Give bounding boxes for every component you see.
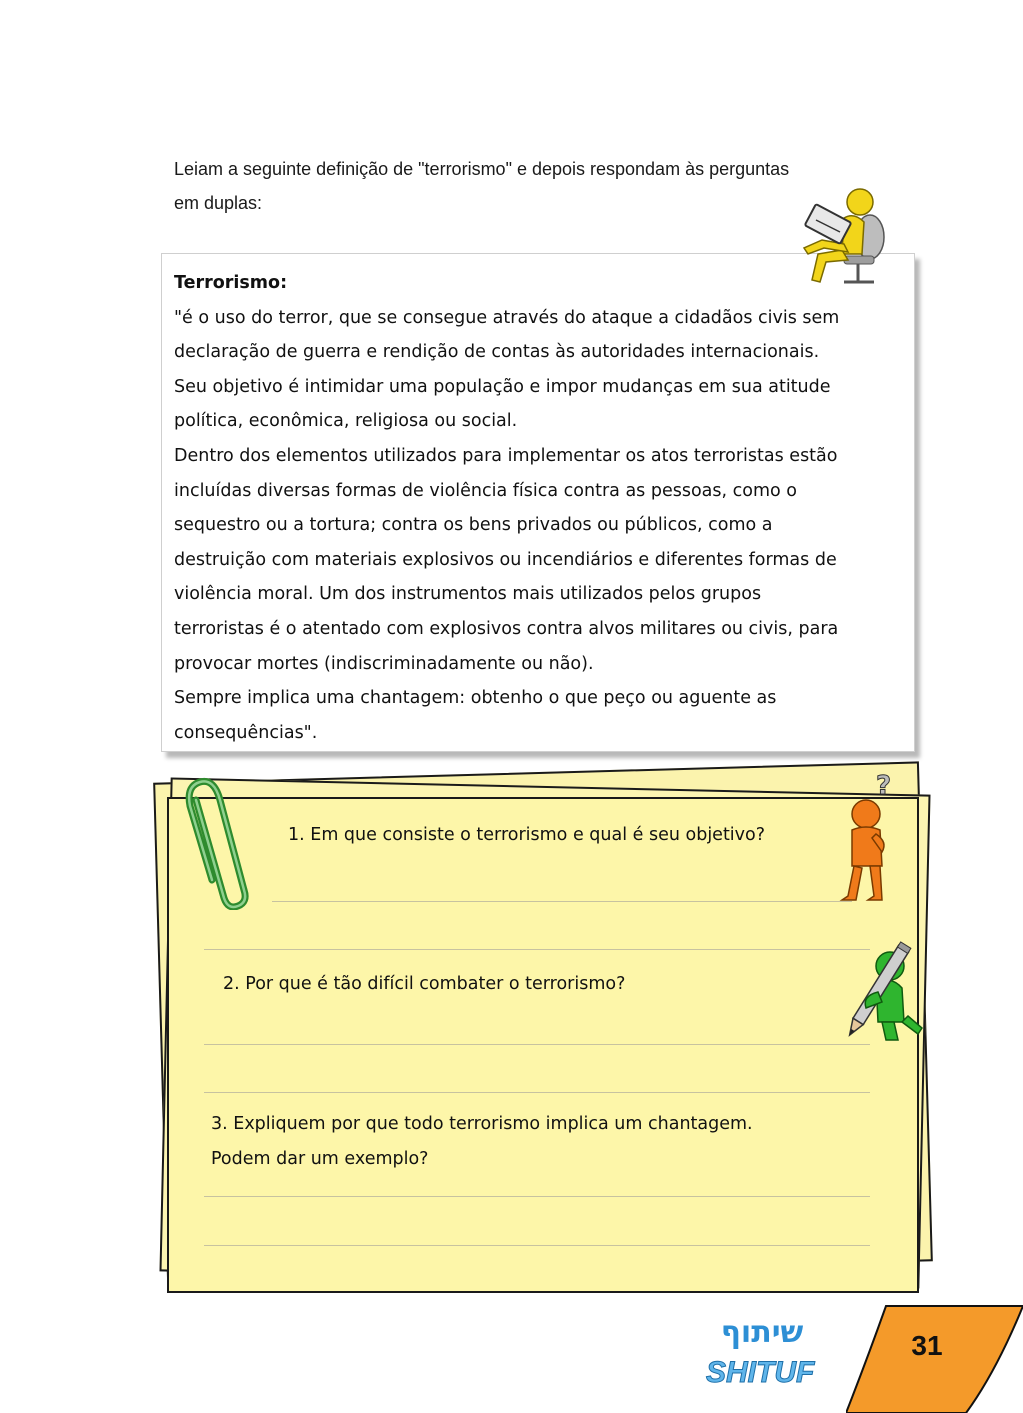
- question-2: 2. Por que é tão difícil combater o terrorismo?: [223, 974, 626, 994]
- thinking-figure-icon: [838, 768, 908, 908]
- intro-line-2: em duplas:: [174, 193, 263, 213]
- definition-box: [161, 253, 915, 752]
- definition-line: declaração de guerra e rendição de contas às autoridades internacionais.: [174, 342, 820, 363]
- paperclip-icon: [176, 770, 256, 910]
- definition-line: Dentro dos elementos utilizados para implementar os atos terroristas estão: [174, 445, 838, 466]
- svg-text:?: ?: [876, 771, 892, 801]
- reading-figure-icon: [782, 182, 892, 292]
- svg-text:שיתוף: שיתוף: [720, 1315, 804, 1350]
- answer-line[interactable]: [272, 901, 852, 902]
- intro-line-1: Leiam a seguinte definição de "terrorismo" e depois respondam às perguntas: [174, 159, 790, 179]
- definition-line: sequestro ou a tortura; contra os bens privados ou públicos, como a: [174, 515, 773, 536]
- definition-line: destruição com materiais explosivos ou incendiários e diferentes formas de: [174, 549, 837, 570]
- page-number: 31: [911, 1330, 943, 1361]
- definition-line: provocar mortes (indiscriminadamente ou não).: [174, 653, 594, 674]
- definition-line: política, econômica, religiosa ou social.: [174, 411, 518, 432]
- answer-line[interactable]: [204, 1092, 870, 1093]
- answer-line[interactable]: [204, 1245, 870, 1246]
- definition-line: consequências".: [174, 722, 318, 743]
- definition-paragraph-3: [174, 681, 914, 750]
- shituf-logo: [700, 1310, 825, 1390]
- definition-line: Sempre implica uma chantagem: obtenho o que peço ou aguente as: [174, 688, 777, 709]
- answer-line[interactable]: [204, 949, 870, 950]
- definition-paragraph-2: [174, 439, 914, 681]
- definition-line: "é o uso do terror, que se consegue através do ataque a cidadãos civis sem: [174, 307, 840, 328]
- definition-line: incluídas diversas formas de violência física contra as pessoas, como o: [174, 480, 797, 501]
- svg-text:SHITUF: SHITUF: [706, 1356, 815, 1389]
- question-1: 1. Em que consiste o terrorismo e qual é seu objetivo?: [288, 825, 766, 845]
- definition-title: Terrorismo:: [174, 273, 288, 293]
- answer-line[interactable]: [204, 1044, 870, 1045]
- definition-line: Seu objetivo é intimidar uma população e impor mudanças em sua atitude: [174, 376, 831, 397]
- questions-note: [167, 797, 919, 1293]
- question-3-line-2: Podem dar um exemplo?: [211, 1149, 429, 1169]
- definition-line: terroristas é o atentado com explosivos contra alvos militares ou civis, para: [174, 618, 839, 639]
- question-3-line-1: 3. Expliquem por que todo terrorismo implica um chantagem.: [211, 1114, 753, 1134]
- definition-line: violência moral. Um dos instrumentos mais utilizados pelos grupos: [174, 584, 762, 605]
- answer-line[interactable]: [204, 1196, 870, 1197]
- definition-paragraph-1: [174, 301, 914, 439]
- writing-figure-icon: [838, 936, 928, 1051]
